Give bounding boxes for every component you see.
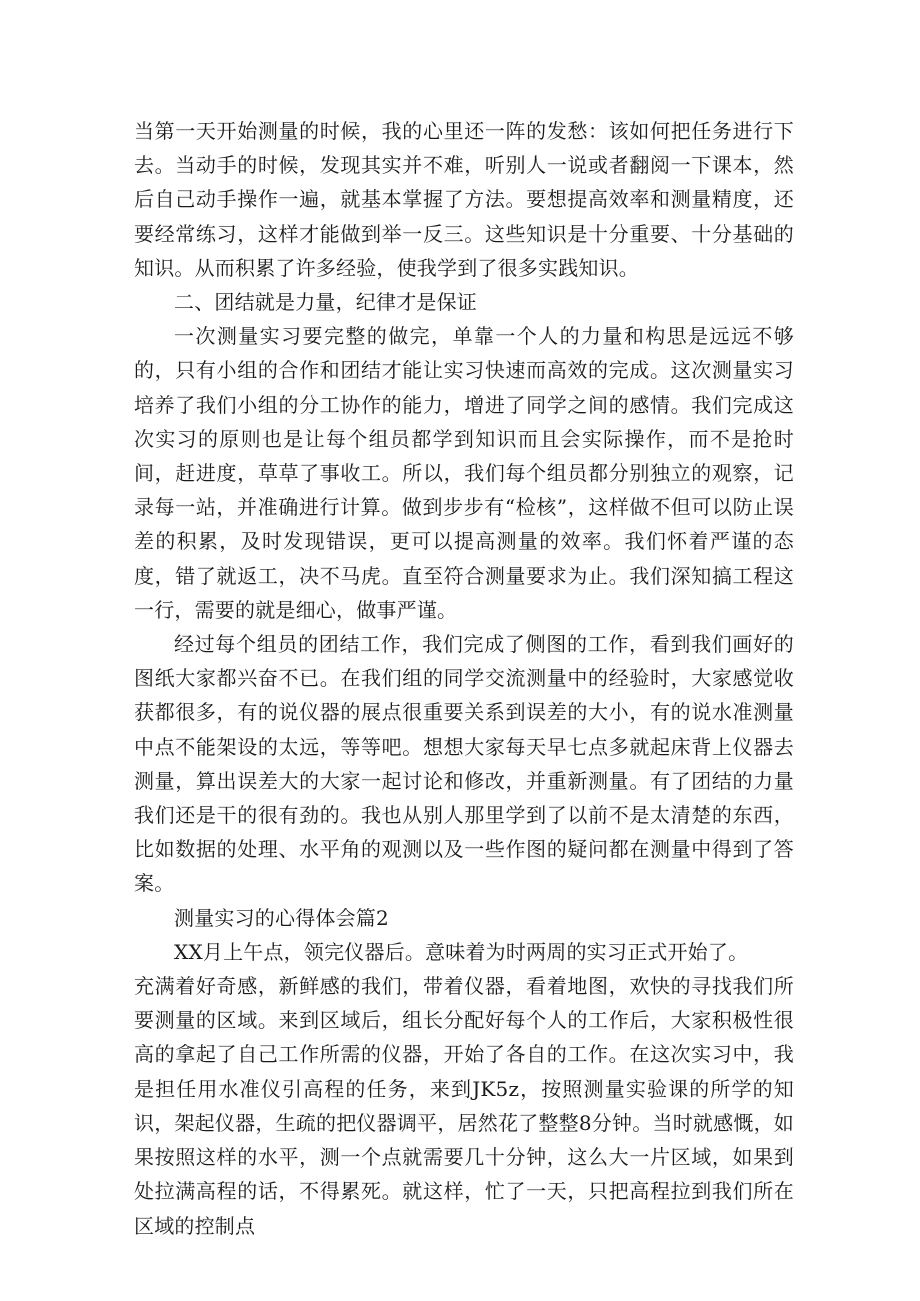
article-title-part2: 测量实习的心得体会篇2 [174,905,389,930]
paragraph-first-day: 当第一天开始测量的时候，我的心里还一阵的发愁：该如何把任务进行下去。当动手的时候，发现其实并不难，听别人一说或者翻阅一下课本，然后自己动手操作一遍，就基本掌握了方法。要想提高效率和测量精度，还要经常练习，这样才能做到举一反三。这些知识是十分重要、十分基础的知识。从而积累了许多经验，使我学到了很多实践知识。 [134,119,794,280]
paragraph-results: 经过每个组员的团结工作，我们完成了侧图的工作，看到我们画好的图纸大家都兴奋不已。在我们组的同学交流测量中的经验时，大家感觉收获都很多，有的说仪器的展点很重要关系到误差的大小，有的说水准测量中点不能架设的太远，等等吧。想想大家每天早七点多就起床背上仪器去测量，算出误差大的大家一起讨论和修改，并重新测量。有了团结的力量我们还是干的很有劲的。我也从别人那里学到了以前不是太清楚的东西，比如数据的处理、水平角的观测以及一些作图的疑问都在测量中得到了答案。 [134,632,794,896]
paragraph-start-date: XX月上午点，领完仪器后。意味着为时两周的实习正式开始了。 [174,939,749,964]
paragraph-field-work: 充满着好奇感，新鲜感的我们，带着仪器，看着地图，欢快的寻找我们所要测量的区域。来到区域后，组长分配好每个人的工作后，大家积极性很高的拿起了自己工作所需的仪器，开始了各自的工作。在这次实习中，我是担任用水准仪引高程的任务，来到JK5z，按照测量实验课的所学的知识，架起仪器，生疏的把仪器调平，居然花了整整8分钟。当时就感慨，如果按照这样的水平，测一个点就需要几十分钟，这么大一片区域，如果到处拉满高程的话，不得累死。就这样，忙了一天，只把高程拉到我们所在区域的控制点 [134,974,794,1238]
document-body [134,114,794,1243]
paragraph-teamwork: 一次测量实习要完整的做完，单靠一个人的力量和构思是远远不够的，只有小组的合作和团结才能让实习快速而高效的完成。这次测量实习培养了我们小组的分工协作的能力，增进了同学之间的感情。我们完成这次实习的原则也是让每个组员都学到知识而且会实际操作，而不是抢时间，赶进度，草草了事收工。所以，我们每个组员都分别独立的观察，记录每一站，并准确进行计算。做到步步有“检核”，这样做不但可以防止误差的积累，及时发现错误，更可以提高测量的效率。我们怀着严谨的态度，错了就返工，决不马虎。直至符合测量要求为止。我们深知搞工程这一行，需要的就是细心，做事严谨。 [134,324,794,622]
section-heading-unity: 二、团结就是力量，纪律才是保证 [174,290,477,315]
